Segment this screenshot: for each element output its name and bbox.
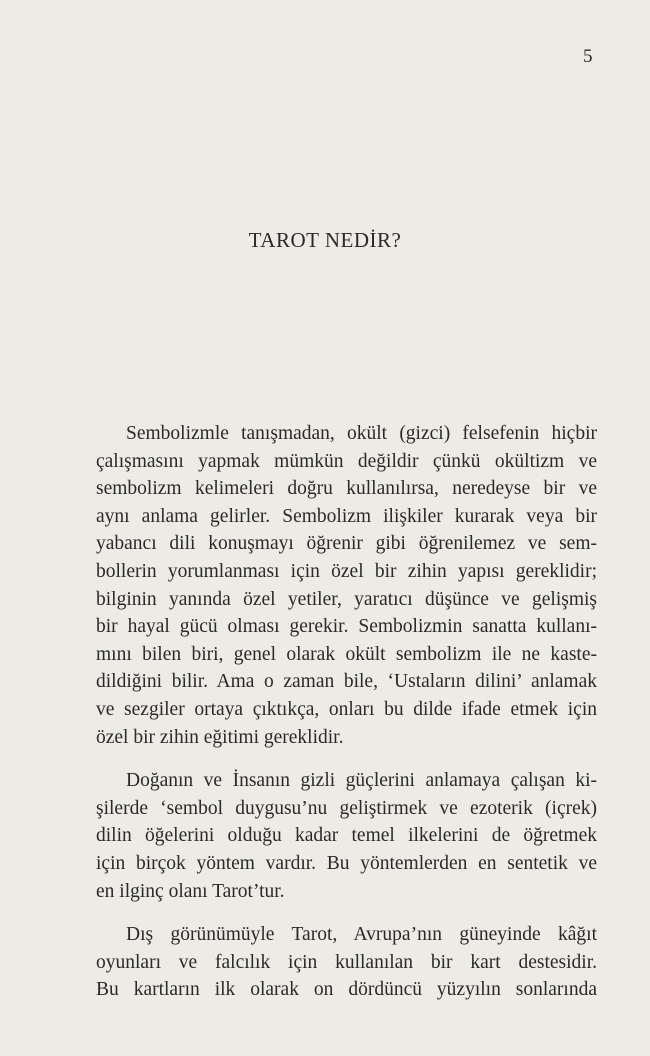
body-text <box>96 420 597 1020</box>
text-line: bilginin yanında özel yetiler, yaratıcı düşünce ve gelişmiş <box>96 588 597 610</box>
text-line: oyunları ve falcılık için kullanılan bir kart destesidir. <box>96 951 597 973</box>
paragraph <box>96 420 597 751</box>
text-line: dilin öğelerini olduğu kadar temel ilkelerini de öğretmek <box>96 825 597 847</box>
text-line: en ilginç olanı Tarot’tur. <box>96 880 285 902</box>
text-line: mını bilen biri, genel olarak okült sembolizm ile ne kaste- <box>96 643 597 665</box>
text-line: bollerin yorumlanması için özel bir zihin yapısı gereklidir; <box>96 560 597 582</box>
text-line: bir hayal gücü olması gerekir. Sembolizmin sanatta kullanı- <box>96 616 597 638</box>
text-line: Dış görünümüyle Tarot, Avrupa’nın güneyinde kâğıt <box>126 924 597 946</box>
text-line: Sembolizmle tanışmadan, okült (gizci) felsefenin hiçbir <box>126 423 597 444</box>
chapter-title: TAROT NEDİR? <box>248 228 402 252</box>
paragraph <box>96 767 597 905</box>
text-line: sembolizm kelimeleri doğru kullanılırsa, neredeyse bir ve <box>96 478 597 500</box>
text-line: özel bir zihin eğitimi gereklidir. <box>96 726 344 748</box>
text-line: Bu kartların ilk olarak on dördüncü yüzyılın sonlarında <box>96 979 597 1001</box>
text-line: ve sezgiler ortaya çıktıkça, onları bu dilde ifade etmek için <box>96 698 597 720</box>
text-line: çalışmasını yapmak mümkün değildir çünkü okültizm ve <box>96 450 597 472</box>
text-line: yabancı dili konuşmayı öğrenir gibi öğrenilemez ve sem- <box>96 533 597 555</box>
text-line: Doğanın ve İnsanın gizli güçlerini anlamaya çalışan ki- <box>126 770 597 792</box>
text-line: şilerde ‘sembol duygusu’nu geliştirmek ve ezoterik (içrek) <box>96 797 597 819</box>
text-line: için birçok yöntem vardır. Bu yöntemlerden en sentetik ve <box>96 852 597 874</box>
text-line: dildiğini bilir. Ama o zaman bile, ‘Ustaların dilini’ anlamak <box>96 671 597 693</box>
page-number: 5 <box>583 46 593 67</box>
text-line: aynı anlama gelirler. Sembolizm ilişkiler kurarak veya bir <box>96 505 597 527</box>
paragraph <box>96 921 597 1004</box>
